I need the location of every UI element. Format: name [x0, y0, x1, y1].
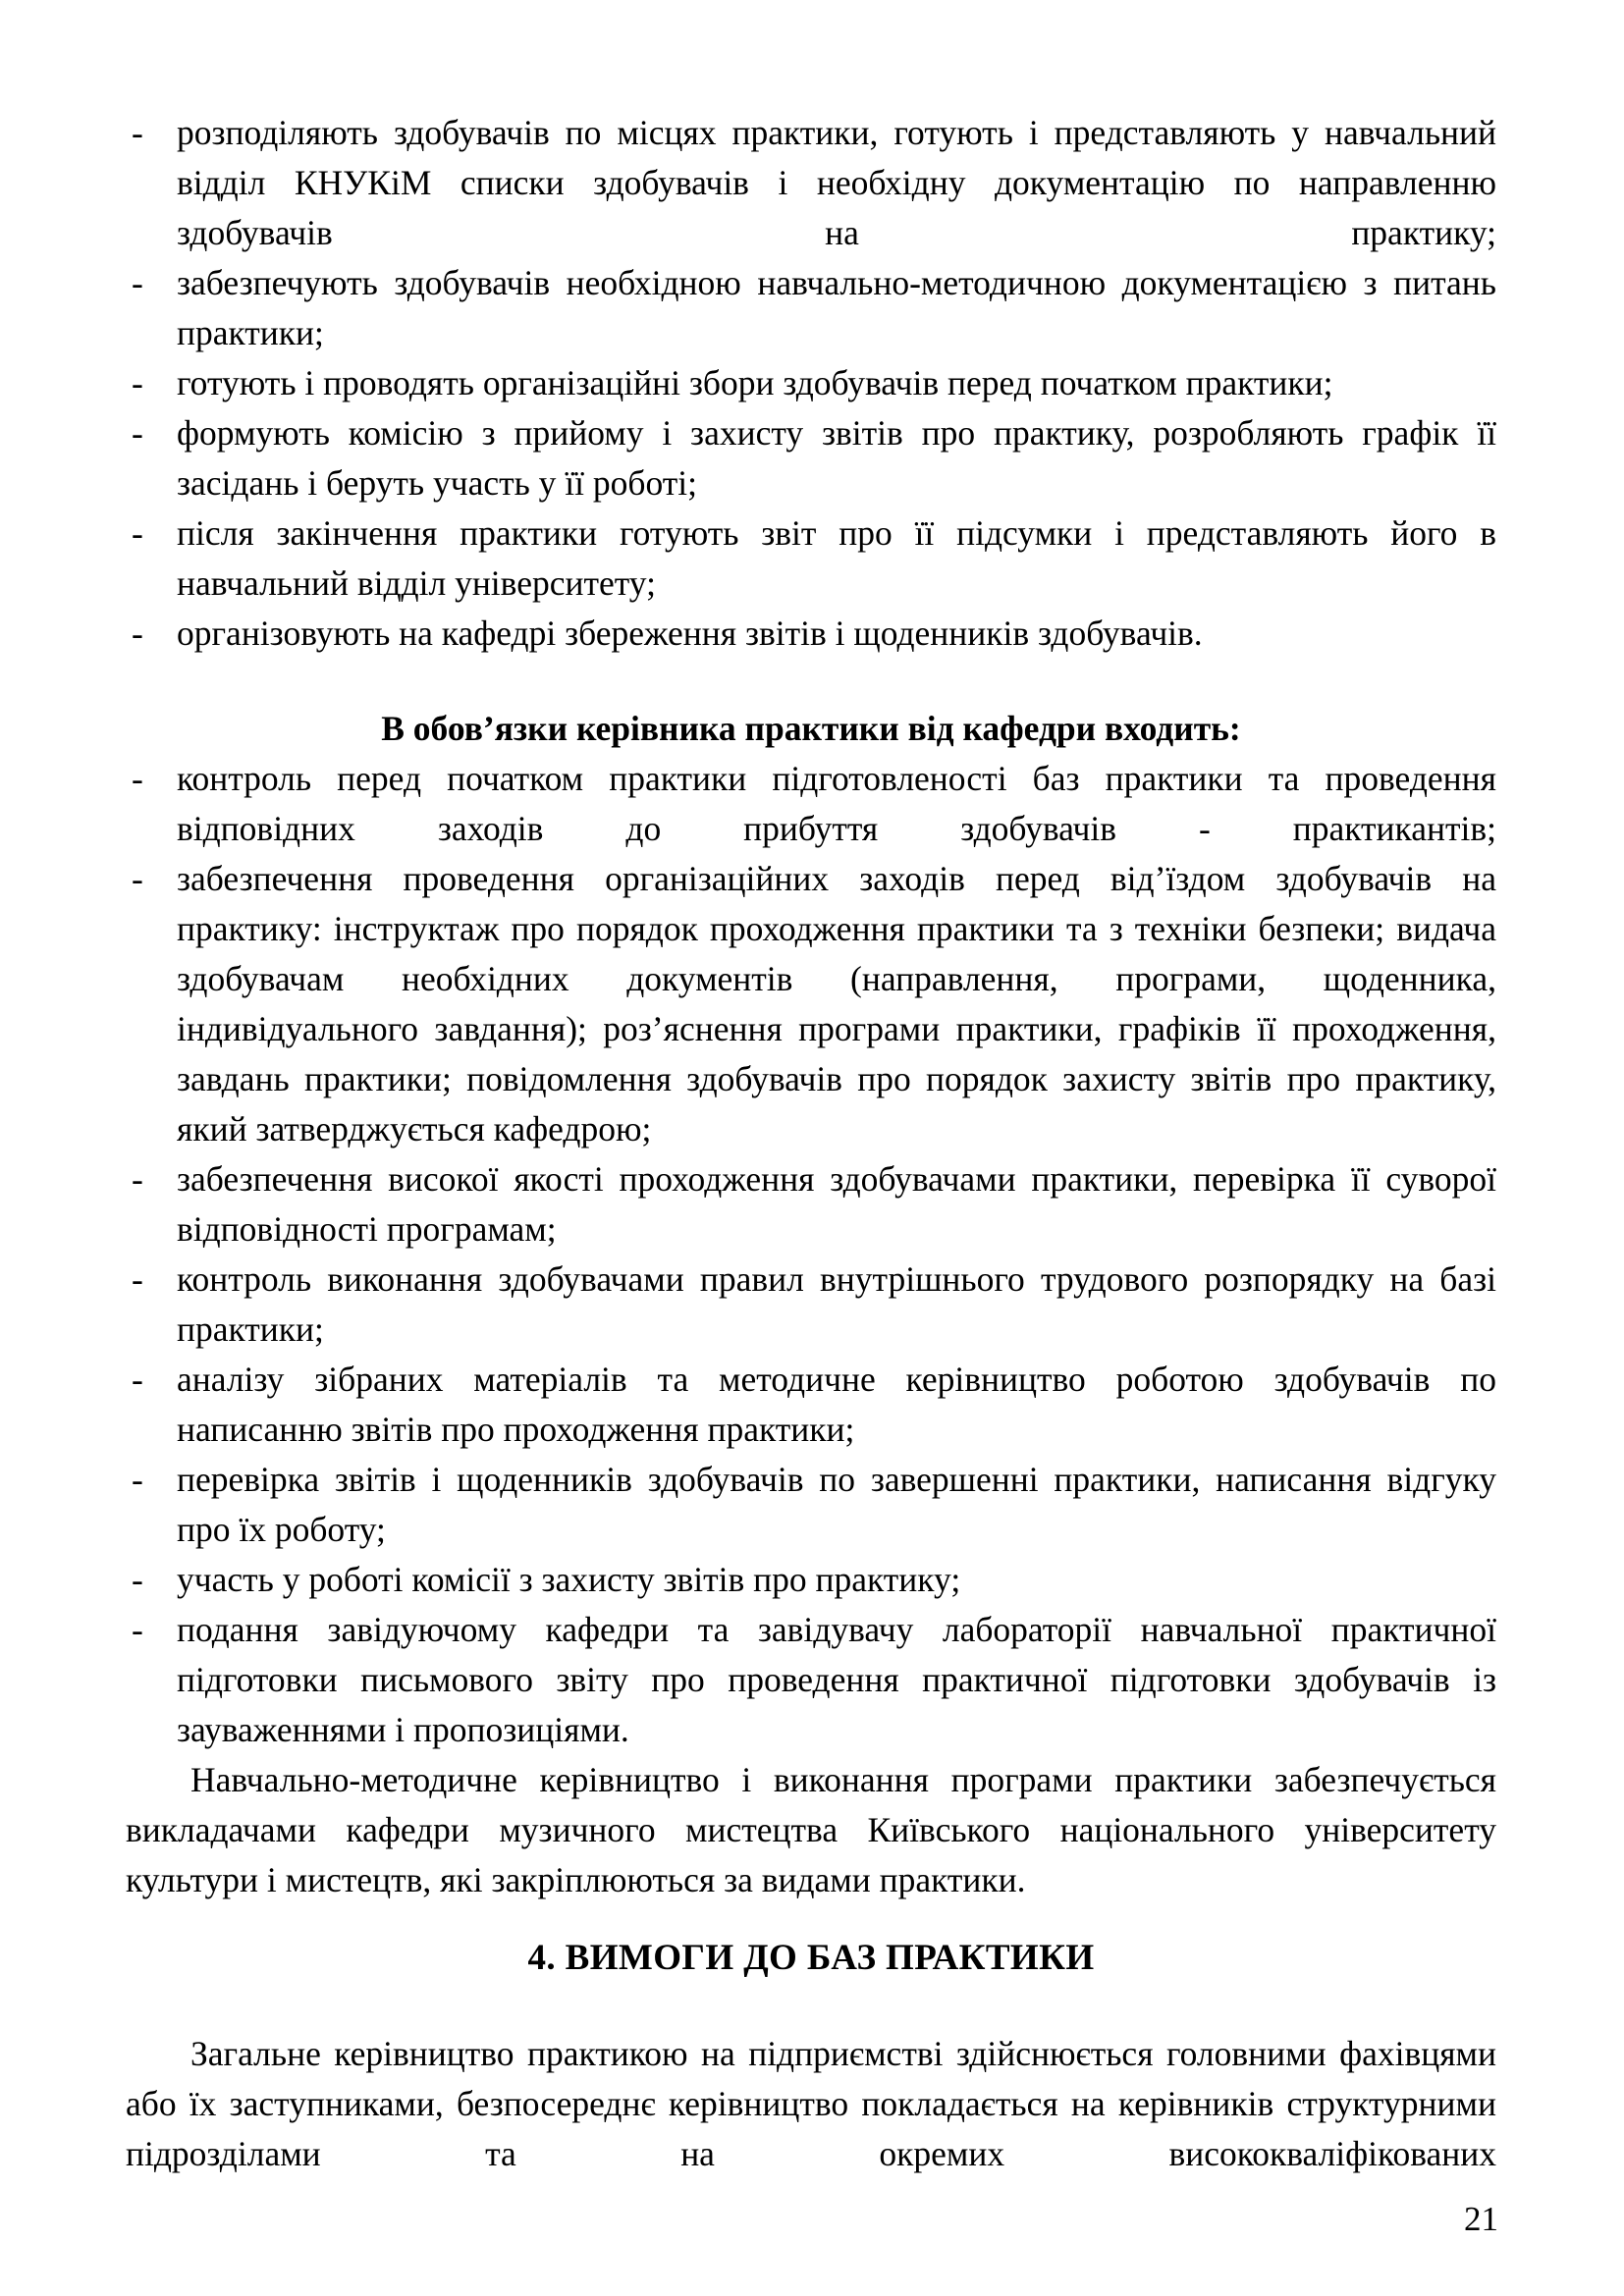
list-item-text: організовують на кафедрі збереження звітів і щоденників здобувачів.	[177, 614, 1203, 653]
list-item	[126, 854, 1496, 1154]
list-item-text: формують комісію з прийому і захисту звітів про практику, розробляють графік її засідань і беруть участь у її роботі;	[177, 413, 1496, 503]
dash-marker: -	[132, 1610, 143, 1649]
dash-marker: -	[132, 1460, 143, 1499]
subheading-duties: В обов’язки керівника практики від кафедри входить:	[381, 709, 1241, 748]
dash-marker: -	[132, 1360, 143, 1399]
dash-marker: -	[132, 413, 143, 453]
dash-marker: -	[132, 113, 143, 152]
list-item-text: забезпечення проведення організаційних заходів перед від’їздом здобувачів на практику: інструктаж про порядок проходження практики та з техніки безпеки; видача здобувачам необхідних документів (направлення, програми, щоденника, індивідуального завдання); роз’яснення програми практики, графіків її проходження, завдань практики; повідомлення здобувачів про порядок захисту звітів про практику, який затверджується кафедрою;	[177, 859, 1496, 1148]
list-item-text: участь у роботі комісії з захисту звітів про практику;	[177, 1560, 961, 1599]
dash-marker: -	[132, 1560, 143, 1599]
dash-marker: -	[132, 263, 143, 302]
section-heading-4: 4. ВИМОГИ ДО БАЗ ПРАКТИКИ	[527, 1938, 1095, 1978]
list-item	[126, 1605, 1496, 1755]
list-item-text: перевірка звітів і щоденників здобувачів по завершенні практики, написання відгуку про їх роботу;	[177, 1460, 1496, 1549]
duties-list	[126, 754, 1496, 1755]
list-item	[126, 1355, 1496, 1455]
list-item	[126, 258, 1496, 358]
dash-marker: -	[132, 363, 143, 402]
page-content	[126, 108, 1496, 2179]
spacer	[126, 1984, 1496, 2029]
list-item	[126, 108, 1496, 258]
list-item-text: подання завідуючому кафедри та завідувачу лабораторії навчальної практичної підготовки письмового звіту про проведення практичної підготовки здобувачів із зауваженнями і пропозиціями.	[177, 1610, 1496, 1749]
spacer	[126, 659, 1496, 704]
dash-marker: -	[132, 1159, 143, 1199]
list-item	[126, 508, 1496, 609]
list-item	[126, 1255, 1496, 1355]
list-item	[126, 408, 1496, 508]
list-item	[126, 1455, 1496, 1555]
responsibilities-top-list	[126, 108, 1496, 659]
list-item-text: після закінчення практики готують звіт про її підсумки і представляють його в навчальний відділ університету;	[177, 513, 1496, 603]
list-item	[126, 754, 1496, 854]
list-item	[126, 358, 1496, 408]
spacer	[126, 1905, 1496, 1933]
list-item-text: контроль виконання здобувачами правил внутрішнього трудового розпорядку на базі практики;	[177, 1259, 1496, 1349]
list-item	[126, 1555, 1496, 1605]
list-item-text: забезпечують здобувачів необхідною навчально-методичною документацією з питань практики;	[177, 263, 1496, 352]
list-item	[126, 1154, 1496, 1255]
list-item-text: контроль перед початком практики підготовленості баз практики та проведення відповідних заходів до прибуття здобувачів - практикантів;	[177, 759, 1496, 848]
page-number: 21	[1464, 2200, 1498, 2238]
list-item-text: забезпечення високої якості проходження здобувачами практики, перевірка її суворої відповідності програмам;	[177, 1159, 1496, 1249]
dash-marker: -	[132, 614, 143, 653]
dash-marker: -	[132, 513, 143, 553]
list-item-text: аналізу зібраних матеріалів та методичне керівництво роботою здобувачів по написанню звітів про проходження практики;	[177, 1360, 1496, 1449]
paragraph-general-guidance: Загальне керівництво практикою на підприємстві здійснюється головними фахівцями або їх заступниками, безпосереднє керівництво покладається на керівників структурними підрозділами та на окремих висококваліфікованих	[126, 2034, 1496, 2173]
list-item	[126, 609, 1496, 659]
paragraph-educational-guidance: Навчально-методичне керівництво і виконання програми практики забезпечується викладачами кафедри музичного мистецтва Київського національного університету культури і мистецтв, які закріплюються за видами практики.	[126, 1760, 1496, 1899]
dash-marker: -	[132, 1259, 143, 1299]
list-item-text: розподіляють здобувачів по місцях практики, готують і представляють у навчальний відділ КНУКіМ списки здобувачів і необхідну документацію по направленню здобувачів на практику;	[177, 113, 1496, 252]
list-item-text: готують і проводять організаційні збори здобувачів перед початком практики;	[177, 363, 1333, 402]
dash-marker: -	[132, 859, 143, 898]
dash-marker: -	[132, 759, 143, 798]
